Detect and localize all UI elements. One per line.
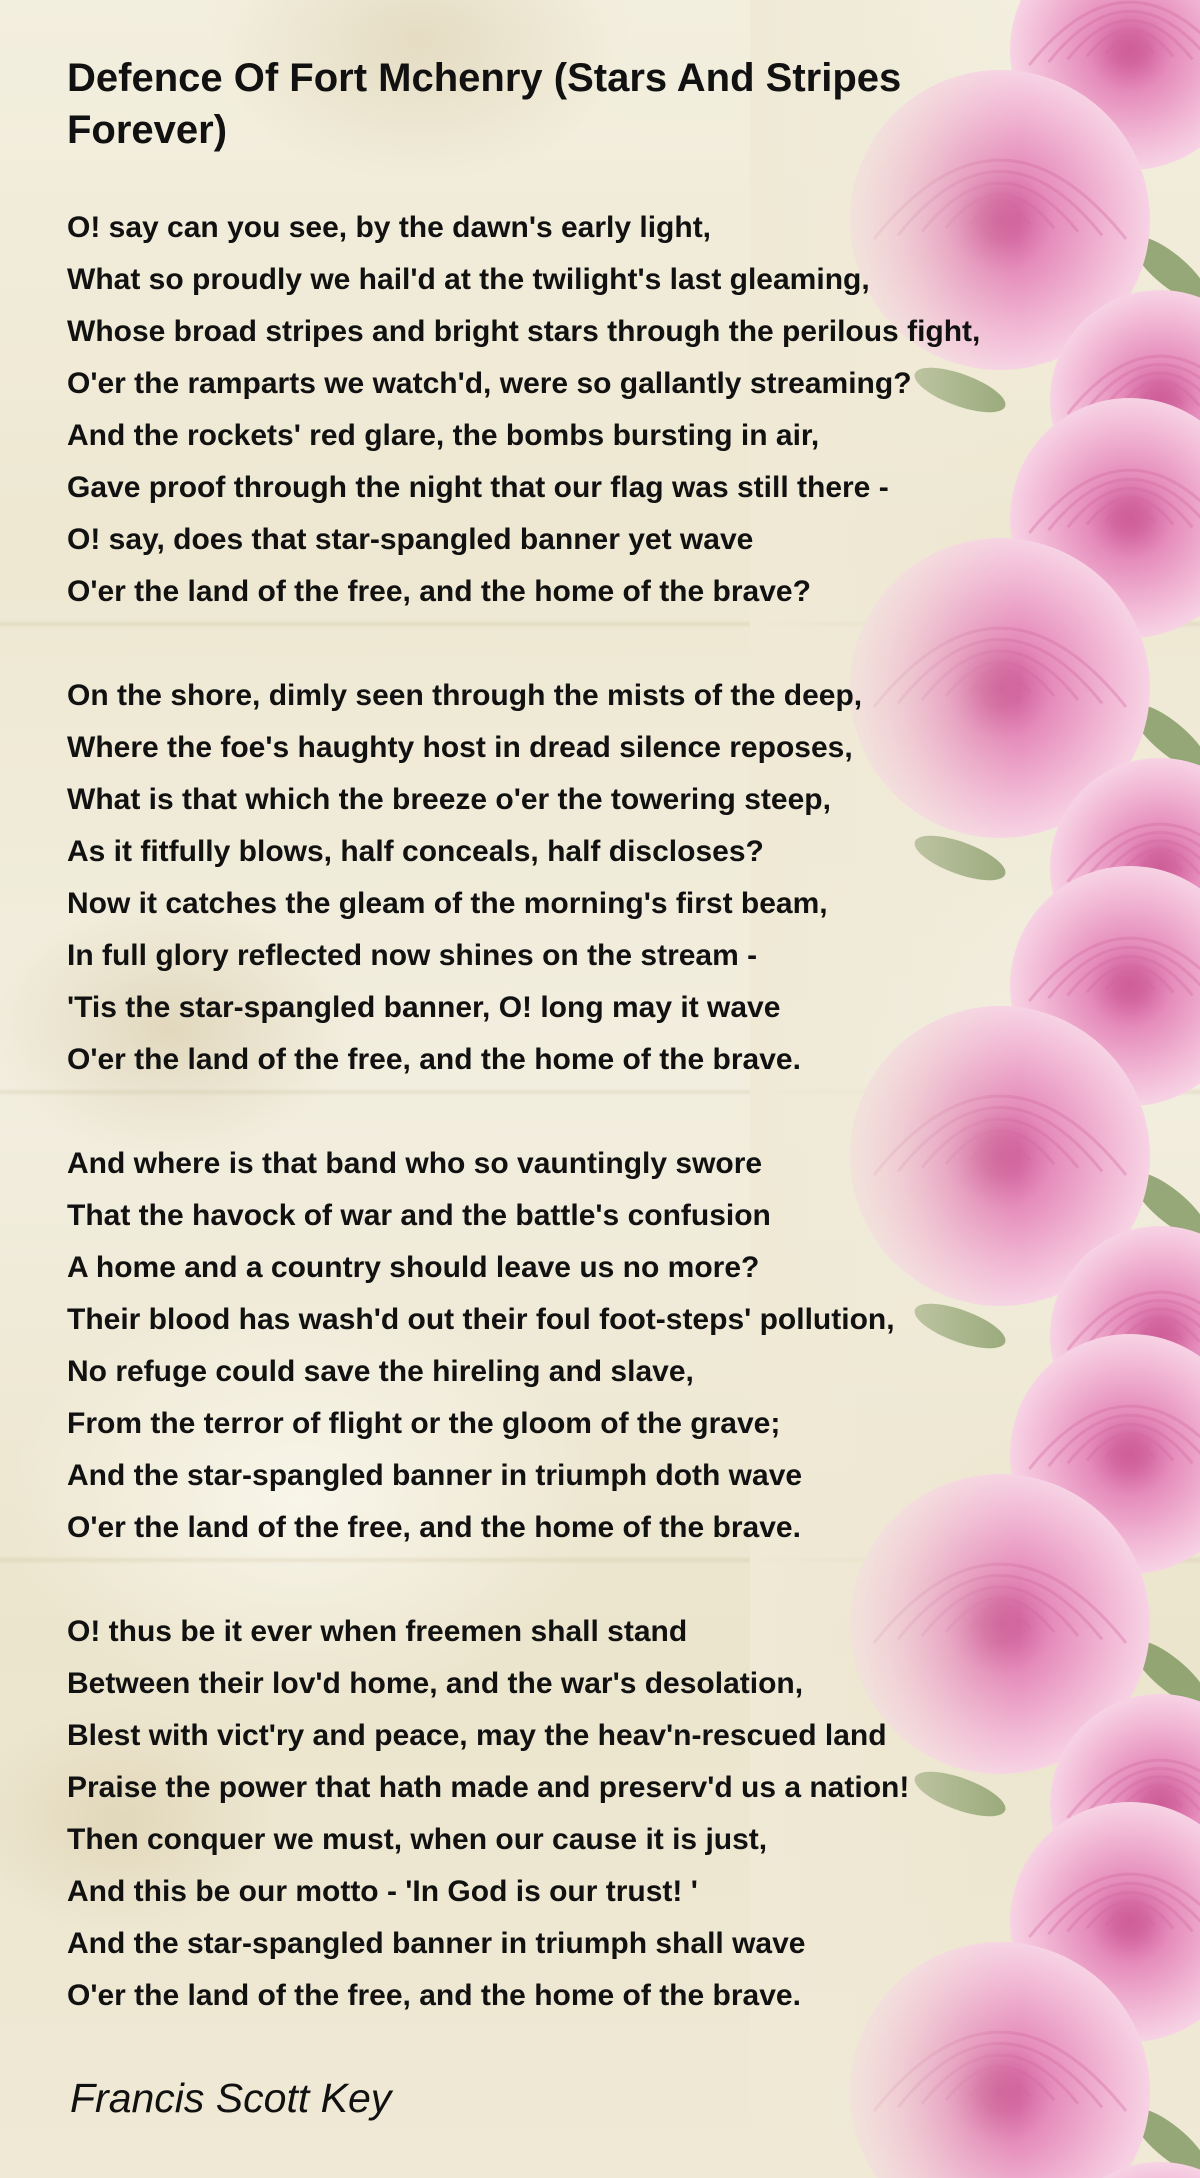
poem-line: Gave proof through the night that our flag was still there - (67, 471, 889, 504)
poem-line: And the star-spangled banner in triumph doth wave (67, 1459, 803, 1492)
poem-line: O'er the ramparts we watch'd, were so gallantly streaming? (67, 367, 912, 400)
poem-line: O'er the land of the free, and the home of the brave. (67, 1043, 801, 1076)
poem-line: In full glory reflected now shines on the stream - (67, 939, 758, 972)
poem-line: Where the foe's haughty host in dread silence reposes, (67, 731, 853, 764)
poem-line: Then conquer we must, when our cause it is just, (67, 1823, 768, 1856)
poem-line: On the shore, dimly seen through the mists of the deep, (67, 679, 863, 712)
poem-line: That the havock of war and the battle's confusion (67, 1199, 771, 1232)
poem-line: From the terror of flight or the gloom of the grave; (67, 1407, 781, 1440)
poem-line: Their blood has wash'd out their foul foot-steps' pollution, (67, 1303, 895, 1336)
poem-line: What is that which the breeze o'er the towering steep, (67, 783, 831, 816)
poem-line: Now it catches the gleam of the morning's first beam, (67, 887, 828, 920)
poem-line: As it fitfully blows, half conceals, half discloses? (67, 835, 764, 868)
stanza-4 (67, 1606, 1067, 2022)
poem-line: What so proudly we hail'd at the twilight's last gleaming, (67, 263, 870, 296)
poem-line: A home and a country should leave us no more? (67, 1251, 760, 1284)
poem-line: O! say, does that star-spangled banner yet wave (67, 523, 754, 556)
poem-line: Whose broad stripes and bright stars through the perilous fight, (67, 315, 981, 348)
stanza-3 (67, 1138, 1067, 1554)
poem-line: O! thus be it ever when freemen shall stand (67, 1615, 688, 1648)
stanza-1 (67, 202, 1067, 618)
poem-line: O! say can you see, by the dawn's early light, (67, 211, 712, 244)
poem-line: And where is that band who so vauntingly swore (67, 1147, 763, 1180)
poem-author: Francis Scott Key (70, 2075, 392, 2121)
poem-line: O'er the land of the free, and the home of the brave? (67, 575, 811, 608)
poem-line: Praise the power that hath made and preserv'd us a nation! (67, 1771, 910, 1804)
stanza-2 (67, 670, 1067, 1086)
poem-line: 'Tis the star-spangled banner, O! long may it wave (67, 991, 781, 1024)
poem-line: And this be our motto - 'In God is our trust! ' (67, 1875, 698, 1908)
poem-line: Blest with vict'ry and peace, may the heav'n-rescued land (67, 1719, 887, 1752)
poem-line: O'er the land of the free, and the home of the brave. (67, 1511, 801, 1544)
poem-line: And the star-spangled banner in triumph shall wave (67, 1927, 806, 1960)
poem-line: No refuge could save the hireling and slave, (67, 1355, 694, 1388)
poem-line: Between their lov'd home, and the war's desolation, (67, 1667, 804, 1700)
poem-line: O'er the land of the free, and the home of the brave. (67, 1979, 801, 2012)
poem-title: Defence Of Fort Mchenry (Stars And Stripes Forever) (67, 56, 902, 152)
poem-line: And the rockets' red glare, the bombs bursting in air, (67, 419, 820, 452)
